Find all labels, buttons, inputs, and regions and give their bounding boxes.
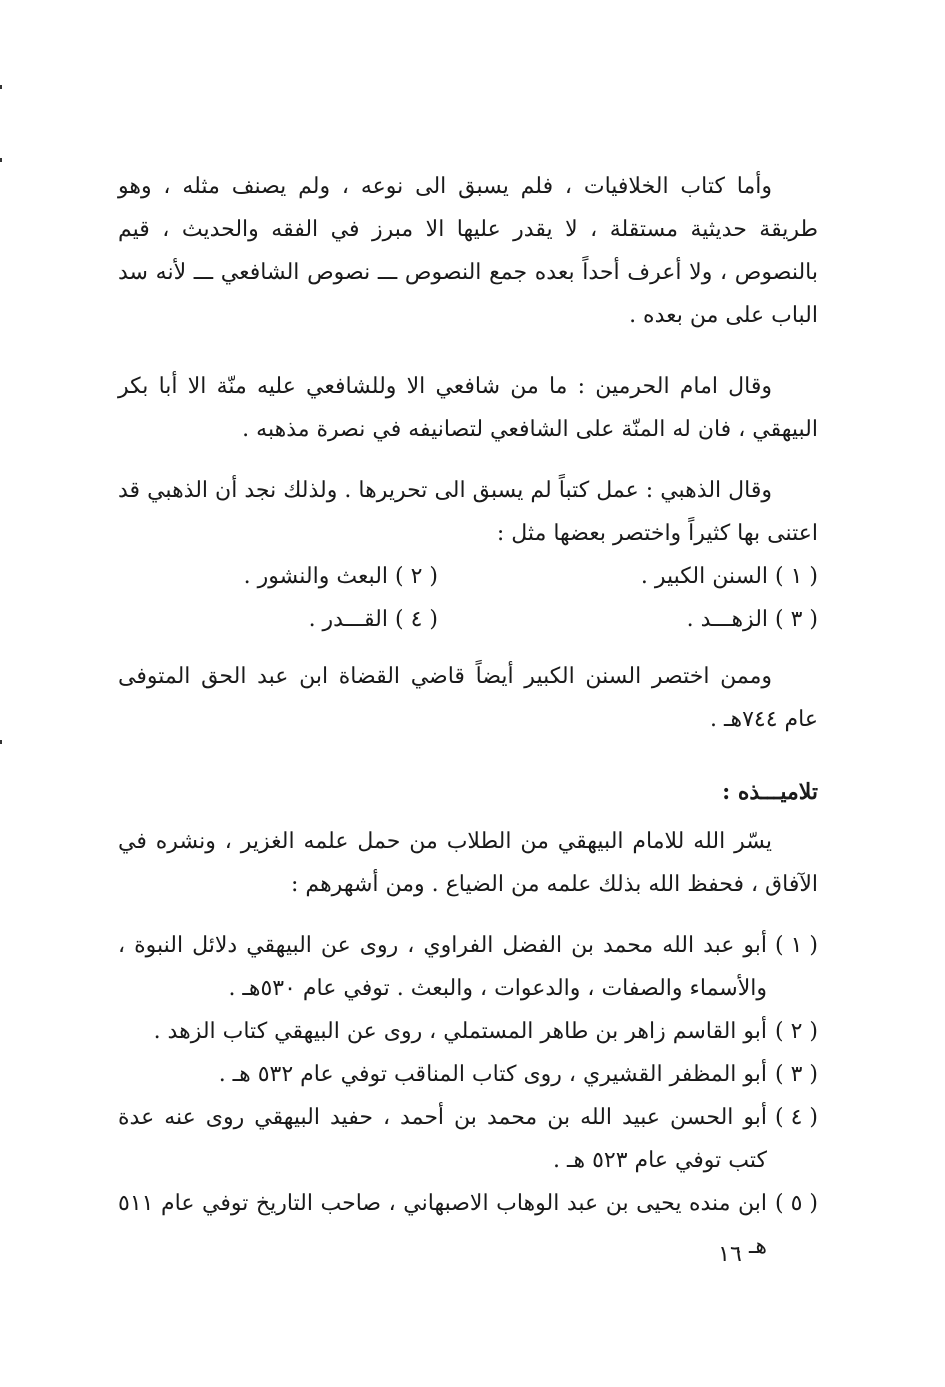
abridged-book-1: ( ١ ) السنن الكبير .: [640, 564, 818, 589]
scan-mark: [0, 85, 2, 89]
abridged-book-4: ( ٤ ) القـــدر .: [308, 607, 438, 632]
students-list: [118, 924, 818, 1268]
scan-mark: [0, 158, 2, 162]
abridged-books-row-2: [118, 598, 818, 641]
paragraph-khilafiyat: وأما كتاب الخلافيات ، فلم يسبق الى نوعه ، ولم يصنف مثله ، وهو طريقة حديثية مستقلة ، لا يقدر عليها الا مبرز في الفقه والحديث ، قيم بالنصوص ، ولا أعرف أحداً بعده جمع النصوص ـــ نصوص الشافعي ـــ لأنه سد الباب على من بعده .: [118, 174, 819, 328]
paragraph-ibn-abd-al-haqq: وممن اختصر السنن الكبير أيضاً قاضي القضاة ابن عبد الحق المتوفى عام ٧٤٤هـ .: [118, 664, 818, 732]
paragraph-imam-haramayn: وقال امام الحرمين : ما من شافعي الا وللشافعي عليه منّة الا أبا بكر البيهقي ، فان له المنّة على الشافعي لتصانيفه في نصرة مذهبه .: [118, 374, 818, 442]
list-item: ( ٤ ) أبو الحسن عبيد الله بن محمد بن أحمد ، حفيد البيهقي روى عنه عدة كتب توفي عام ٥٢٣ هـ .: [118, 1105, 818, 1173]
list-item: ( ٣ ) أبو المظفر القشيري ، روى كتاب المناقب توفي عام ٥٣٢ هـ .: [218, 1062, 818, 1087]
list-item: ( ٥ ) ابن منده يحيى بن عبد الوهاب الاصبهاني ، صاحب التاريخ توفي عام ٥١١ هـ .: [118, 1191, 818, 1259]
list-item: ( ٢ ) أبو القاسم زاهر بن طاهر المستملي ، روى عن البيهقي كتاب الزهد .: [153, 1019, 818, 1044]
students-heading: تلاميـــذه :: [722, 779, 818, 805]
paragraph-dhahabi: وقال الذهبي : عمل كتباً لم يسبق الى تحريرها . ولذلك نجد أن الذهبي قد اعتنى بها كثيراً واختصر بعضها مثل :: [118, 478, 818, 546]
abridged-books-row-1: [118, 555, 818, 598]
page-body: [118, 165, 818, 1268]
paragraph-students-intro: يسّر الله للامام البيهقي من الطلاب من حمل علمه الغزير ، ونشره في الآفاق ، فحفظ الله بذلك علمه من الضياع . ومن أشهرهم :: [118, 829, 818, 897]
abridged-book-2: ( ٢ ) البعث والنشور .: [243, 564, 438, 589]
list-item: ( ١ ) أبو عبد الله محمد بن الفضل الفراوي ، روى عن البيهقي دلائل النبوة ، والأسماء والصفات ، والدعوات ، والبعث . توفي عام ٥٣٠هـ .: [118, 933, 818, 1001]
abridged-book-3: ( ٣ ) الزهـــد .: [686, 607, 818, 632]
scan-mark: [0, 740, 2, 744]
page-number: ١٦: [718, 1242, 742, 1267]
